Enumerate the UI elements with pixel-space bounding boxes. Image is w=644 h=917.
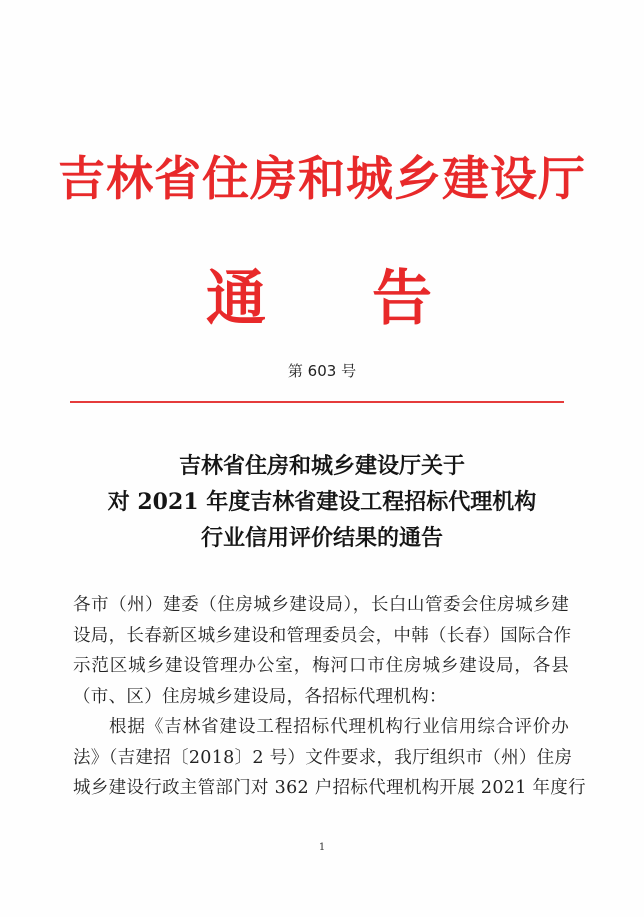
paragraph-line-1: 根据《吉林省建设工程招标代理机构行业信用综合评价办 xyxy=(109,717,569,737)
addressee-line-2: 设局，长春新区城乡建设和管理委员会，中韩（长春）国际合作 xyxy=(73,625,572,646)
subject-line-1: 吉林省住房和城乡建设厅关于 xyxy=(178,453,465,479)
red-divider-rule xyxy=(70,401,564,403)
document-number: 第 603 号 xyxy=(287,362,357,380)
document-type-heading xyxy=(0,262,644,336)
addressee-line-3: 示范区城乡建设管理办公室，梅河口市住房城乡建设局，各县 xyxy=(73,656,569,676)
paragraph-line-2: 法》（吉建招〔2018〕2 号）文件要求，我厅组织市（州）住房 xyxy=(73,747,573,768)
paragraph-line-3: 城乡建设行政主管部门对 362 户招标代理机构开展 2021 年度行 xyxy=(73,778,586,798)
subject-line-2: 对 2021 年度吉林省建设工程招标代理机构 xyxy=(107,489,537,515)
addressee-line-1: 各市（州）建委（住房城乡建设局），长白山管委会住房城乡建 xyxy=(73,595,569,615)
subject-title xyxy=(0,448,644,556)
document-type-char-2: 告 xyxy=(372,264,432,334)
body-text xyxy=(73,590,586,804)
page-number: 1 xyxy=(318,842,326,853)
agency-title: 吉林省住房和城乡建设厅 xyxy=(58,152,586,207)
document-type-char-1: 通 xyxy=(206,264,266,334)
addressee-line-4: （市、区）住房城乡建设局，各招标代理机构： xyxy=(73,686,447,707)
subject-line-3: 行业信用评价结果的通告 xyxy=(200,525,443,551)
